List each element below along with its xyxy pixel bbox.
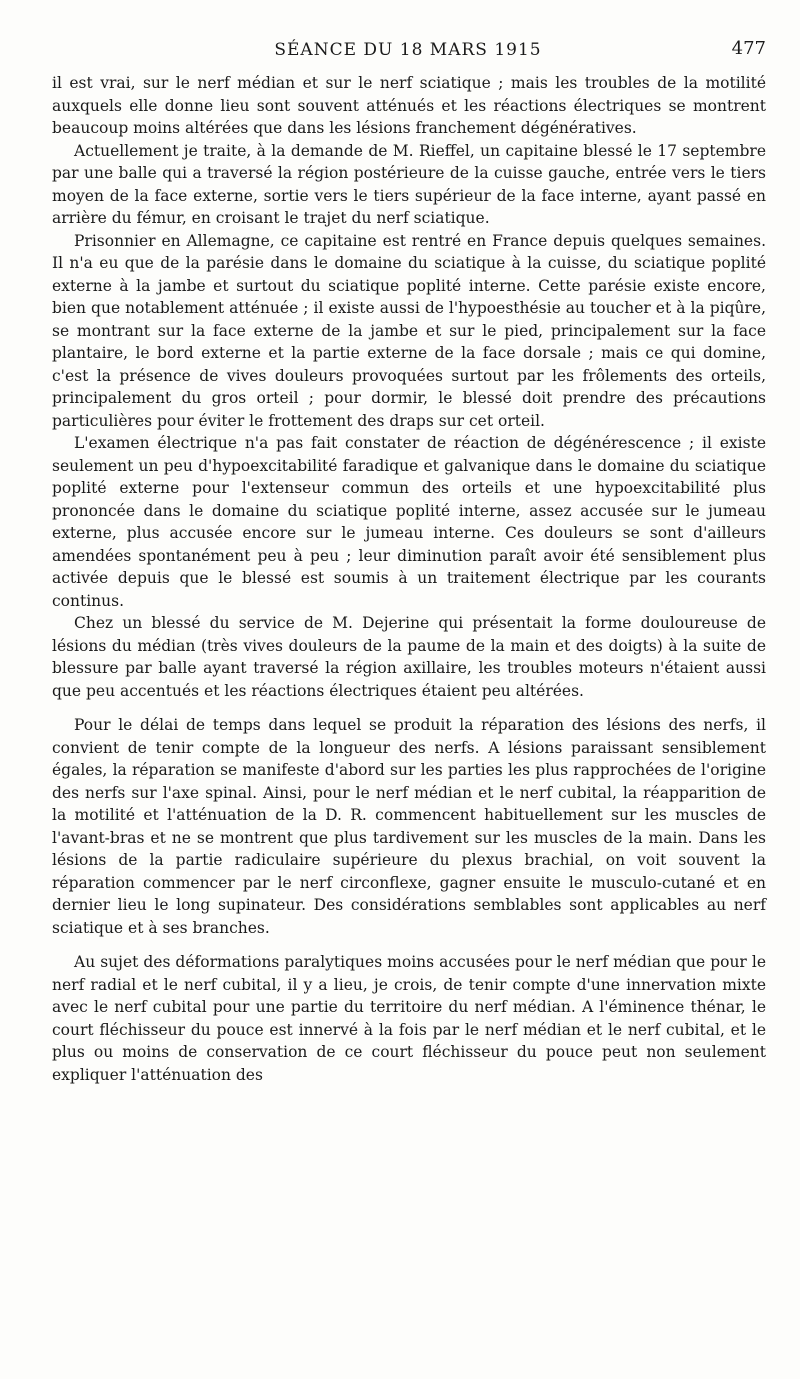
running-title: SÉANCE DU 18 MARS 1915	[274, 40, 542, 60]
paragraph: il est vrai, sur le nerf médian et sur le nerf sciatique ; mais les troubles de la motilité auxquels elle donne lieu sont souvent atténués et les réactions électriques se montrent beaucoup moins altérées que dans les lésions franchement dégénératives.	[52, 74, 766, 137]
body-text	[52, 72, 766, 1086]
page-number: 477	[731, 38, 766, 59]
paragraph: Prisonnier en Allemagne, ce capitaine est rentré en France depuis quelques semaines. Il n'a eu que de la parésie dans le domaine du sciatique à la cuisse, du sciatique poplité externe à la jambe et surtout du sciatique poplité interne. Cette parésie existe encore, bien que notablement atténuée ; il existe aussi de l'hypoesthésie au toucher et à la piqûre, se montrant sur la face externe de la jambe et sur le pied, principalement sur la face plantaire, le bord externe et la partie externe de la face dorsale ; mais ce qui domine, c'est la présence de vives douleurs provoquées surtout par les frôlements des orteils, principalement du gros orteil ; pour dormir, le blessé doit prendre des précautions particulières pour éviter le frottement des draps sur cet orteil.	[52, 231, 766, 430]
paragraph: Chez un blessé du service de M. Dejerine qui présentait la forme douloureuse de lésions du médian (très vives douleurs de la paume de la main et des doigts) à la suite de blessure par balle ayant traversé la région axillaire, les troubles moteurs n'étaient aussi que peu accentués et les réactions électriques étaient peu altérées.	[52, 614, 766, 700]
paragraph: Actuellement je traite, à la demande de M. Rieffel, un capitaine blessé le 17 septembre par une balle qui a traversé la région postérieure de la cuisse gauche, entrée vers le tiers moyen de la face externe, sortie vers le tiers supérieur de la face interne, ayant passé en arrière du fémur, en croisant le trajet du nerf sciatique.	[52, 141, 766, 227]
page-header	[50, 38, 766, 68]
paragraph: L'examen électrique n'a pas fait constater de réaction de dégénérescence ; il existe seulement un peu d'hypoexcitabilité faradique et galvanique dans le domaine du sciatique poplité externe pour l'extenseur commun des orteils et une hypoexcitabilité plus prononcée dans le domaine du sciatique poplité interne, assez accusée sur le jumeau externe, plus accusée encore sur le jumeau interne. Ces douleurs se sont d'ailleurs amendées spontanément peu à peu ; leur diminution paraît avoir été sensiblement plus activée depuis que le blessé est soumis à un traitement électrique par les courants continus.	[52, 434, 766, 610]
paragraph: Au sujet des déformations paralytiques moins accusées pour le nerf médian que pour le nerf radial et le nerf cubital, il y a lieu, je crois, de tenir compte d'une innervation mixte avec le nerf cubital pour une partie du territoire du nerf médian. A l'éminence thénar, le court fléchisseur du pouce est innervé à la fois par le nerf médian et le nerf cubital, et le plus ou moins de conservation de ce court fléchisseur du pouce peut non seulement expliquer l'atténuation des	[52, 953, 766, 1084]
paragraph: Pour le délai de temps dans lequel se produit la réparation des lésions des nerfs, il convient de tenir compte de la longueur des nerfs. A lésions paraissant sensiblement égales, la réparation se manifeste d'abord sur les parties les plus rapprochées de l'origine des nerfs sur l'axe spinal. Ainsi, pour le nerf médian et le nerf cubital, la réapparition de la motilité et l'atténuation de la D. R. commencent habituellement sur les muscles de l'avant-bras et ne se montrent que plus tardivement sur les muscles de la main. Dans les lésions de la partie radiculaire supérieure du plexus brachial, on voit souvent la réparation commencer par le nerf circonflexe, gagner ensuite le musculo-cutané et en dernier lieu le long supinateur. Des considérations semblables sont applicables au nerf sciatique et à ses branches.	[52, 716, 766, 937]
